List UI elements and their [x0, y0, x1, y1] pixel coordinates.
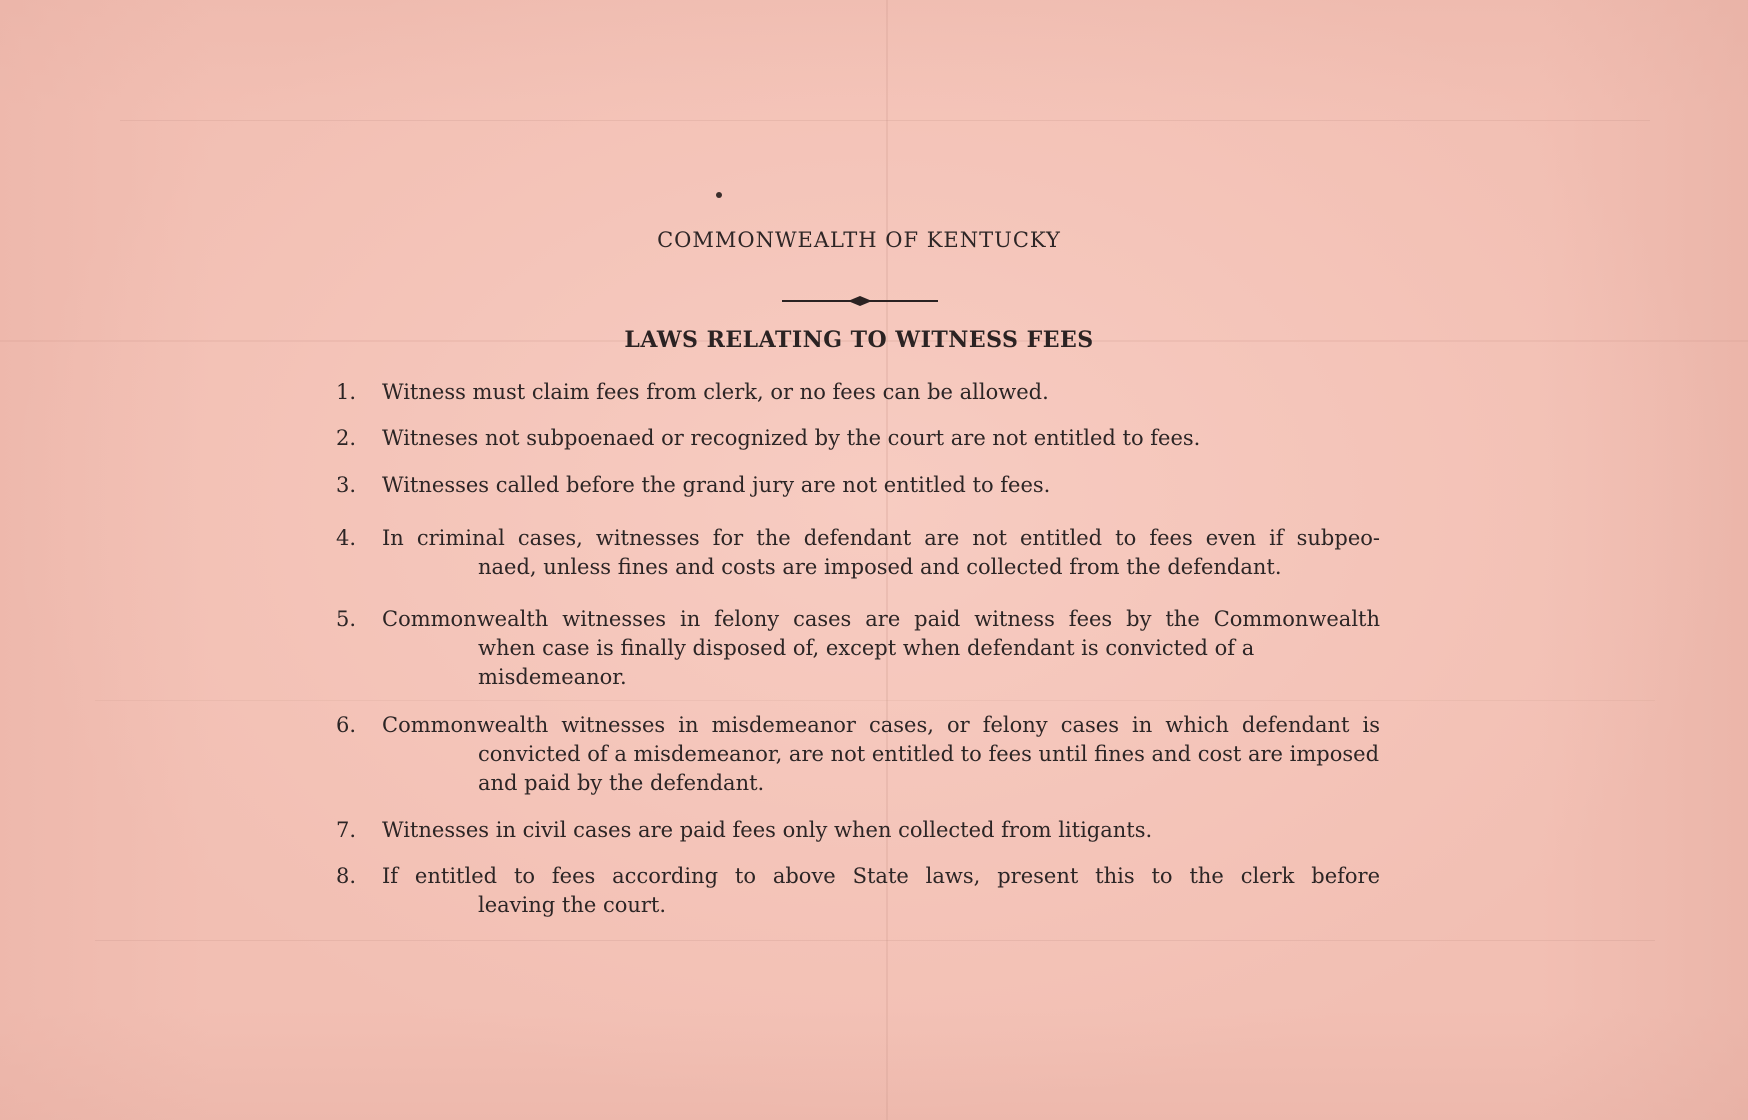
law-item-1 — [336, 378, 1380, 407]
bleed-through-rule — [95, 940, 1655, 941]
law-number: 6. — [336, 713, 357, 737]
law-number: 1. — [336, 380, 357, 404]
law-number: 2. — [336, 426, 357, 450]
law-text: In criminal cases, witnesses for the defendant are not entitled to fees even if subpeo- — [382, 526, 1380, 550]
law-text: Witnesses called before the grand jury are not entitled to fees. — [382, 473, 1051, 497]
law-item-2 — [336, 424, 1380, 453]
bleed-through-rule — [120, 120, 1650, 121]
law-item-6 — [336, 711, 1380, 798]
law-text: Commonwealth witnesses in misdemeanor cases, or felony cases in which defendant is — [382, 713, 1380, 737]
law-number: 7. — [336, 818, 357, 842]
law-text: Witnesses in civil cases are paid fees only when collected from litigants. — [382, 818, 1153, 842]
title-divider-ornament — [782, 295, 938, 307]
law-text: Witness must claim fees from clerk, or no fees can be allowed. — [382, 380, 1049, 404]
document-title: COMMONWEALTH OF KENTUCKY — [657, 228, 1061, 252]
law-text-continued: naed, unless fines and costs are imposed and collected from the defendant. — [478, 555, 1282, 579]
law-text: Witneses not subpoenaed or recognized by the court are not entitled to fees. — [382, 426, 1201, 450]
law-item-7 — [336, 816, 1380, 845]
law-number: 5. — [336, 607, 357, 631]
law-text-continued: leaving the court. — [478, 893, 667, 917]
law-text-continued: when case is finally disposed of, except when defendant is convicted of a misdemeanor. — [478, 636, 1255, 689]
law-item-8 — [336, 862, 1380, 920]
law-text: If entitled to fees according to above State laws, present this to the clerk before — [382, 864, 1380, 888]
law-text: Commonwealth witnesses in felony cases are paid witness fees by the Commonwealth — [382, 607, 1380, 631]
law-text-continued: convicted of a misdemeanor, are not entitled to fees until fines and cost are imposed and paid by the defendant. — [478, 742, 1380, 795]
law-item-4 — [336, 524, 1380, 582]
bleed-through-rule — [95, 700, 1655, 701]
document-subtitle: LAWS RELATING TO WITNESS FEES — [624, 327, 1094, 353]
law-item-3 — [336, 471, 1380, 500]
law-number: 4. — [336, 526, 357, 550]
law-number: 8. — [336, 864, 357, 888]
ink-dot — [716, 192, 722, 198]
law-number: 3. — [336, 473, 357, 497]
law-item-5 — [336, 605, 1380, 692]
